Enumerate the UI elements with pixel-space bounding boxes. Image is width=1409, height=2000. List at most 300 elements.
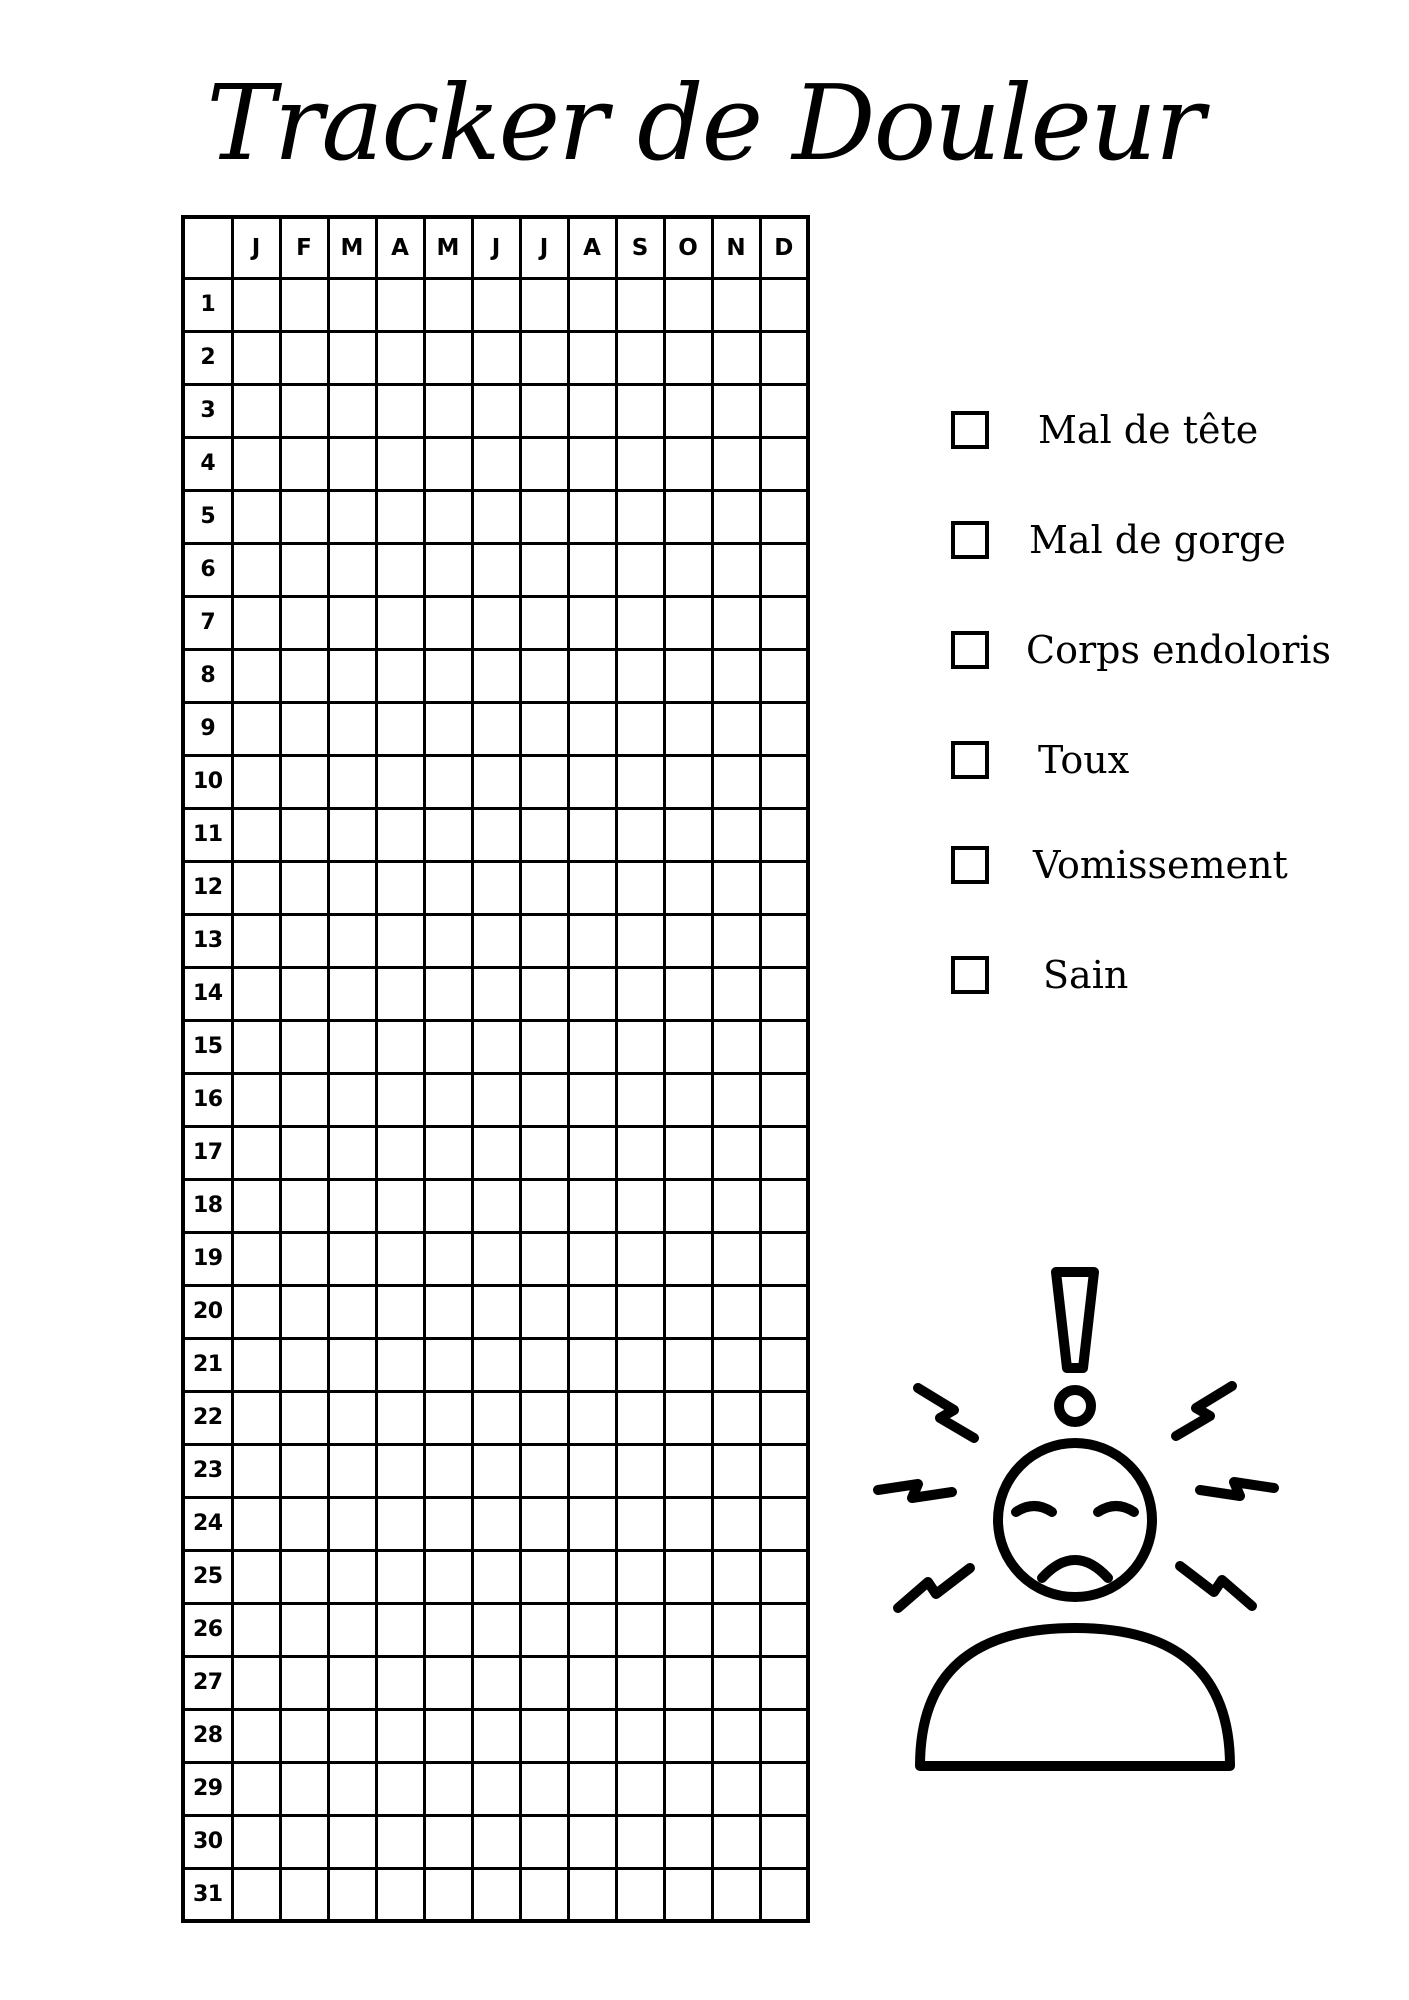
tracker-cell[interactable]: [760, 1497, 808, 1550]
tracker-cell[interactable]: [712, 596, 760, 649]
tracker-cell[interactable]: [520, 1020, 568, 1073]
tracker-cell[interactable]: [280, 1073, 328, 1126]
tracker-cell[interactable]: [760, 1603, 808, 1656]
tracker-cell[interactable]: [424, 1550, 472, 1603]
tracker-cell[interactable]: [616, 1815, 664, 1868]
tracker-cell[interactable]: [472, 1550, 520, 1603]
tracker-cell[interactable]: [328, 596, 376, 649]
tracker-cell[interactable]: [520, 1179, 568, 1232]
tracker-cell[interactable]: [664, 437, 712, 490]
tracker-cell[interactable]: [568, 1126, 616, 1179]
tracker-cell[interactable]: [712, 1126, 760, 1179]
tracker-cell[interactable]: [376, 702, 424, 755]
tracker-cell[interactable]: [424, 1762, 472, 1815]
tracker-cell[interactable]: [328, 861, 376, 914]
tracker-cell[interactable]: [616, 596, 664, 649]
tracker-cell[interactable]: [328, 1815, 376, 1868]
tracker-cell[interactable]: [472, 702, 520, 755]
tracker-cell[interactable]: [232, 1709, 280, 1762]
tracker-cell[interactable]: [712, 331, 760, 384]
tracker-cell[interactable]: [328, 1338, 376, 1391]
tracker-cell[interactable]: [328, 1285, 376, 1338]
tracker-cell[interactable]: [376, 1232, 424, 1285]
tracker-cell[interactable]: [520, 437, 568, 490]
tracker-cell[interactable]: [568, 1073, 616, 1126]
tracker-cell[interactable]: [472, 755, 520, 808]
tracker-cell[interactable]: [664, 808, 712, 861]
tracker-cell[interactable]: [616, 649, 664, 702]
tracker-cell[interactable]: [472, 967, 520, 1020]
tracker-cell[interactable]: [472, 1285, 520, 1338]
tracker-cell[interactable]: [232, 1391, 280, 1444]
tracker-cell[interactable]: [568, 1550, 616, 1603]
tracker-cell[interactable]: [712, 1762, 760, 1815]
tracker-cell[interactable]: [472, 1868, 520, 1921]
tracker-cell[interactable]: [712, 967, 760, 1020]
tracker-cell[interactable]: [280, 1391, 328, 1444]
tracker-cell[interactable]: [376, 1656, 424, 1709]
tracker-cell[interactable]: [424, 861, 472, 914]
tracker-cell[interactable]: [376, 1338, 424, 1391]
tracker-cell[interactable]: [616, 331, 664, 384]
tracker-cell[interactable]: [664, 1073, 712, 1126]
tracker-cell[interactable]: [712, 490, 760, 543]
tracker-cell[interactable]: [424, 1603, 472, 1656]
symptom-checkbox[interactable]: [951, 956, 989, 994]
tracker-cell[interactable]: [712, 914, 760, 967]
tracker-cell[interactable]: [328, 808, 376, 861]
tracker-cell[interactable]: [520, 384, 568, 437]
tracker-cell[interactable]: [280, 1126, 328, 1179]
tracker-cell[interactable]: [568, 1179, 616, 1232]
tracker-cell[interactable]: [616, 755, 664, 808]
tracker-cell[interactable]: [712, 649, 760, 702]
tracker-cell[interactable]: [616, 1497, 664, 1550]
tracker-cell[interactable]: [760, 1815, 808, 1868]
tracker-cell[interactable]: [616, 1550, 664, 1603]
tracker-cell[interactable]: [232, 861, 280, 914]
tracker-cell[interactable]: [568, 490, 616, 543]
tracker-cell[interactable]: [280, 331, 328, 384]
tracker-cell[interactable]: [568, 808, 616, 861]
tracker-cell[interactable]: [280, 1709, 328, 1762]
tracker-cell[interactable]: [376, 649, 424, 702]
tracker-cell[interactable]: [280, 596, 328, 649]
tracker-cell[interactable]: [472, 1126, 520, 1179]
tracker-cell[interactable]: [376, 1179, 424, 1232]
tracker-cell[interactable]: [760, 808, 808, 861]
tracker-cell[interactable]: [328, 384, 376, 437]
tracker-cell[interactable]: [376, 808, 424, 861]
tracker-cell[interactable]: [568, 755, 616, 808]
tracker-cell[interactable]: [664, 702, 712, 755]
tracker-cell[interactable]: [232, 914, 280, 967]
tracker-cell[interactable]: [280, 490, 328, 543]
tracker-cell[interactable]: [568, 1868, 616, 1921]
tracker-cell[interactable]: [376, 543, 424, 596]
tracker-cell[interactable]: [520, 808, 568, 861]
tracker-cell[interactable]: [424, 1815, 472, 1868]
tracker-cell[interactable]: [280, 1497, 328, 1550]
tracker-cell[interactable]: [424, 1179, 472, 1232]
tracker-cell[interactable]: [424, 596, 472, 649]
tracker-cell[interactable]: [232, 1338, 280, 1391]
tracker-cell[interactable]: [520, 1444, 568, 1497]
tracker-cell[interactable]: [760, 1179, 808, 1232]
tracker-cell[interactable]: [280, 1603, 328, 1656]
tracker-cell[interactable]: [568, 1391, 616, 1444]
tracker-cell[interactable]: [760, 914, 808, 967]
tracker-cell[interactable]: [472, 437, 520, 490]
tracker-cell[interactable]: [376, 1709, 424, 1762]
tracker-cell[interactable]: [760, 384, 808, 437]
symptom-checkbox[interactable]: [951, 846, 989, 884]
tracker-cell[interactable]: [424, 702, 472, 755]
tracker-cell[interactable]: [664, 331, 712, 384]
tracker-cell[interactable]: [328, 278, 376, 331]
tracker-cell[interactable]: [520, 1391, 568, 1444]
tracker-cell[interactable]: [424, 808, 472, 861]
tracker-cell[interactable]: [712, 1020, 760, 1073]
tracker-cell[interactable]: [712, 1656, 760, 1709]
tracker-cell[interactable]: [232, 1603, 280, 1656]
tracker-cell[interactable]: [280, 1020, 328, 1073]
tracker-cell[interactable]: [376, 490, 424, 543]
tracker-cell[interactable]: [424, 1709, 472, 1762]
tracker-cell[interactable]: [520, 1762, 568, 1815]
tracker-cell[interactable]: [520, 1285, 568, 1338]
tracker-cell[interactable]: [520, 649, 568, 702]
tracker-cell[interactable]: [568, 1444, 616, 1497]
tracker-cell[interactable]: [760, 755, 808, 808]
tracker-cell[interactable]: [520, 278, 568, 331]
tracker-cell[interactable]: [712, 1497, 760, 1550]
tracker-cell[interactable]: [760, 1126, 808, 1179]
tracker-cell[interactable]: [664, 1550, 712, 1603]
tracker-cell[interactable]: [232, 1285, 280, 1338]
tracker-cell[interactable]: [232, 755, 280, 808]
symptom-checkbox[interactable]: [951, 411, 989, 449]
tracker-cell[interactable]: [328, 1868, 376, 1921]
tracker-cell[interactable]: [520, 1603, 568, 1656]
tracker-cell[interactable]: [232, 1020, 280, 1073]
tracker-cell[interactable]: [664, 278, 712, 331]
tracker-cell[interactable]: [280, 437, 328, 490]
tracker-cell[interactable]: [424, 1020, 472, 1073]
tracker-cell[interactable]: [520, 331, 568, 384]
tracker-cell[interactable]: [664, 1868, 712, 1921]
tracker-cell[interactable]: [520, 1709, 568, 1762]
tracker-cell[interactable]: [424, 649, 472, 702]
tracker-cell[interactable]: [472, 1232, 520, 1285]
tracker-cell[interactable]: [568, 967, 616, 1020]
tracker-cell[interactable]: [616, 1762, 664, 1815]
tracker-cell[interactable]: [568, 596, 616, 649]
tracker-cell[interactable]: [760, 1444, 808, 1497]
tracker-cell[interactable]: [328, 1497, 376, 1550]
tracker-cell[interactable]: [328, 331, 376, 384]
tracker-cell[interactable]: [376, 1868, 424, 1921]
tracker-cell[interactable]: [232, 278, 280, 331]
tracker-cell[interactable]: [664, 1656, 712, 1709]
tracker-cell[interactable]: [280, 1815, 328, 1868]
tracker-cell[interactable]: [712, 437, 760, 490]
tracker-cell[interactable]: [760, 278, 808, 331]
tracker-cell[interactable]: [424, 1391, 472, 1444]
tracker-cell[interactable]: [616, 1868, 664, 1921]
tracker-cell[interactable]: [424, 1868, 472, 1921]
tracker-cell[interactable]: [376, 1391, 424, 1444]
tracker-cell[interactable]: [376, 437, 424, 490]
tracker-cell[interactable]: [472, 384, 520, 437]
tracker-cell[interactable]: [520, 914, 568, 967]
tracker-cell[interactable]: [424, 384, 472, 437]
tracker-cell[interactable]: [424, 1338, 472, 1391]
tracker-cell[interactable]: [280, 1232, 328, 1285]
tracker-cell[interactable]: [376, 1285, 424, 1338]
tracker-cell[interactable]: [568, 1338, 616, 1391]
tracker-cell[interactable]: [616, 967, 664, 1020]
tracker-cell[interactable]: [712, 1815, 760, 1868]
tracker-cell[interactable]: [232, 437, 280, 490]
tracker-cell[interactable]: [664, 1338, 712, 1391]
tracker-cell[interactable]: [280, 1656, 328, 1709]
tracker-cell[interactable]: [472, 1497, 520, 1550]
tracker-cell[interactable]: [616, 384, 664, 437]
tracker-cell[interactable]: [520, 1338, 568, 1391]
tracker-cell[interactable]: [376, 914, 424, 967]
tracker-cell[interactable]: [280, 1285, 328, 1338]
tracker-cell[interactable]: [472, 914, 520, 967]
tracker-cell[interactable]: [232, 384, 280, 437]
tracker-cell[interactable]: [712, 861, 760, 914]
tracker-cell[interactable]: [568, 914, 616, 967]
tracker-cell[interactable]: [328, 1709, 376, 1762]
tracker-cell[interactable]: [664, 1762, 712, 1815]
tracker-cell[interactable]: [712, 755, 760, 808]
tracker-cell[interactable]: [664, 914, 712, 967]
tracker-cell[interactable]: [568, 1656, 616, 1709]
tracker-cell[interactable]: [232, 967, 280, 1020]
tracker-cell[interactable]: [616, 1391, 664, 1444]
tracker-cell[interactable]: [520, 1232, 568, 1285]
tracker-cell[interactable]: [568, 649, 616, 702]
tracker-cell[interactable]: [664, 1020, 712, 1073]
tracker-cell[interactable]: [664, 1126, 712, 1179]
tracker-cell[interactable]: [328, 1391, 376, 1444]
tracker-cell[interactable]: [568, 331, 616, 384]
tracker-cell[interactable]: [328, 437, 376, 490]
tracker-cell[interactable]: [328, 967, 376, 1020]
tracker-cell[interactable]: [376, 1762, 424, 1815]
tracker-cell[interactable]: [520, 596, 568, 649]
tracker-cell[interactable]: [520, 1126, 568, 1179]
tracker-cell[interactable]: [616, 1020, 664, 1073]
tracker-cell[interactable]: [520, 1868, 568, 1921]
tracker-cell[interactable]: [712, 1232, 760, 1285]
tracker-cell[interactable]: [280, 1338, 328, 1391]
tracker-cell[interactable]: [424, 1232, 472, 1285]
tracker-cell[interactable]: [424, 437, 472, 490]
tracker-cell[interactable]: [328, 1232, 376, 1285]
tracker-cell[interactable]: [280, 702, 328, 755]
tracker-cell[interactable]: [232, 1179, 280, 1232]
tracker-cell[interactable]: [520, 702, 568, 755]
tracker-cell[interactable]: [472, 596, 520, 649]
tracker-cell[interactable]: [664, 596, 712, 649]
tracker-cell[interactable]: [568, 1603, 616, 1656]
tracker-cell[interactable]: [376, 384, 424, 437]
tracker-cell[interactable]: [232, 1232, 280, 1285]
tracker-cell[interactable]: [664, 1391, 712, 1444]
tracker-cell[interactable]: [472, 331, 520, 384]
tracker-cell[interactable]: [328, 1179, 376, 1232]
tracker-cell[interactable]: [520, 1656, 568, 1709]
tracker-cell[interactable]: [328, 755, 376, 808]
tracker-cell[interactable]: [280, 278, 328, 331]
tracker-cell[interactable]: [376, 1073, 424, 1126]
tracker-cell[interactable]: [760, 596, 808, 649]
tracker-cell[interactable]: [616, 1179, 664, 1232]
tracker-cell[interactable]: [712, 808, 760, 861]
tracker-cell[interactable]: [328, 1762, 376, 1815]
tracker-cell[interactable]: [472, 1020, 520, 1073]
tracker-cell[interactable]: [712, 1709, 760, 1762]
tracker-cell[interactable]: [616, 861, 664, 914]
tracker-cell[interactable]: [232, 649, 280, 702]
tracker-cell[interactable]: [760, 331, 808, 384]
tracker-cell[interactable]: [472, 861, 520, 914]
tracker-cell[interactable]: [424, 1656, 472, 1709]
tracker-cell[interactable]: [568, 278, 616, 331]
tracker-cell[interactable]: [616, 278, 664, 331]
tracker-cell[interactable]: [664, 1232, 712, 1285]
tracker-cell[interactable]: [280, 543, 328, 596]
tracker-cell[interactable]: [664, 649, 712, 702]
tracker-cell[interactable]: [376, 1020, 424, 1073]
tracker-cell[interactable]: [472, 278, 520, 331]
tracker-cell[interactable]: [280, 1762, 328, 1815]
tracker-cell[interactable]: [280, 808, 328, 861]
tracker-cell[interactable]: [424, 1285, 472, 1338]
tracker-cell[interactable]: [568, 1762, 616, 1815]
tracker-cell[interactable]: [520, 1815, 568, 1868]
tracker-cell[interactable]: [568, 1232, 616, 1285]
tracker-cell[interactable]: [280, 1868, 328, 1921]
tracker-cell[interactable]: [328, 1020, 376, 1073]
tracker-cell[interactable]: [664, 755, 712, 808]
tracker-cell[interactable]: [616, 1603, 664, 1656]
tracker-cell[interactable]: [712, 384, 760, 437]
tracker-cell[interactable]: [760, 649, 808, 702]
tracker-cell[interactable]: [472, 1444, 520, 1497]
tracker-cell[interactable]: [376, 331, 424, 384]
tracker-cell[interactable]: [568, 1497, 616, 1550]
tracker-cell[interactable]: [616, 543, 664, 596]
tracker-cell[interactable]: [424, 755, 472, 808]
tracker-cell[interactable]: [616, 1232, 664, 1285]
tracker-cell[interactable]: [232, 1868, 280, 1921]
tracker-cell[interactable]: [712, 278, 760, 331]
tracker-cell[interactable]: [232, 596, 280, 649]
tracker-cell[interactable]: [328, 490, 376, 543]
tracker-cell[interactable]: [760, 437, 808, 490]
tracker-cell[interactable]: [568, 1020, 616, 1073]
tracker-cell[interactable]: [232, 1815, 280, 1868]
tracker-cell[interactable]: [472, 808, 520, 861]
tracker-cell[interactable]: [568, 437, 616, 490]
tracker-cell[interactable]: [376, 1815, 424, 1868]
tracker-cell[interactable]: [520, 1550, 568, 1603]
tracker-cell[interactable]: [376, 1497, 424, 1550]
tracker-cell[interactable]: [760, 1391, 808, 1444]
tracker-cell[interactable]: [232, 808, 280, 861]
tracker-cell[interactable]: [568, 1815, 616, 1868]
tracker-cell[interactable]: [664, 1709, 712, 1762]
tracker-cell[interactable]: [760, 1020, 808, 1073]
tracker-cell[interactable]: [520, 1073, 568, 1126]
tracker-cell[interactable]: [424, 1126, 472, 1179]
tracker-cell[interactable]: [232, 1073, 280, 1126]
tracker-cell[interactable]: [376, 278, 424, 331]
tracker-cell[interactable]: [328, 543, 376, 596]
tracker-cell[interactable]: [520, 967, 568, 1020]
tracker-cell[interactable]: [616, 1656, 664, 1709]
tracker-cell[interactable]: [616, 702, 664, 755]
tracker-cell[interactable]: [664, 490, 712, 543]
tracker-cell[interactable]: [568, 1709, 616, 1762]
tracker-cell[interactable]: [760, 861, 808, 914]
tracker-cell[interactable]: [328, 702, 376, 755]
tracker-cell[interactable]: [472, 1709, 520, 1762]
tracker-cell[interactable]: [520, 490, 568, 543]
tracker-cell[interactable]: [328, 1656, 376, 1709]
tracker-cell[interactable]: [472, 1073, 520, 1126]
tracker-cell[interactable]: [616, 1285, 664, 1338]
symptom-checkbox[interactable]: [951, 631, 989, 669]
tracker-cell[interactable]: [712, 702, 760, 755]
tracker-cell[interactable]: [712, 1550, 760, 1603]
tracker-cell[interactable]: [568, 384, 616, 437]
tracker-cell[interactable]: [472, 1391, 520, 1444]
tracker-cell[interactable]: [760, 1232, 808, 1285]
tracker-cell[interactable]: [664, 1603, 712, 1656]
tracker-cell[interactable]: [712, 1179, 760, 1232]
tracker-cell[interactable]: [760, 1338, 808, 1391]
tracker-cell[interactable]: [520, 1497, 568, 1550]
tracker-cell[interactable]: [712, 543, 760, 596]
tracker-cell[interactable]: [232, 543, 280, 596]
tracker-cell[interactable]: [328, 914, 376, 967]
symptom-checkbox[interactable]: [951, 741, 989, 779]
tracker-cell[interactable]: [232, 1497, 280, 1550]
tracker-cell[interactable]: [520, 861, 568, 914]
tracker-cell[interactable]: [616, 1073, 664, 1126]
tracker-cell[interactable]: [424, 967, 472, 1020]
tracker-cell[interactable]: [472, 1179, 520, 1232]
tracker-cell[interactable]: [232, 702, 280, 755]
tracker-cell[interactable]: [232, 1126, 280, 1179]
tracker-cell[interactable]: [424, 331, 472, 384]
tracker-cell[interactable]: [760, 1550, 808, 1603]
tracker-cell[interactable]: [232, 1550, 280, 1603]
tracker-cell[interactable]: [280, 1550, 328, 1603]
tracker-cell[interactable]: [280, 1179, 328, 1232]
tracker-cell[interactable]: [664, 1497, 712, 1550]
tracker-cell[interactable]: [424, 1444, 472, 1497]
tracker-cell[interactable]: [328, 1073, 376, 1126]
tracker-cell[interactable]: [568, 861, 616, 914]
